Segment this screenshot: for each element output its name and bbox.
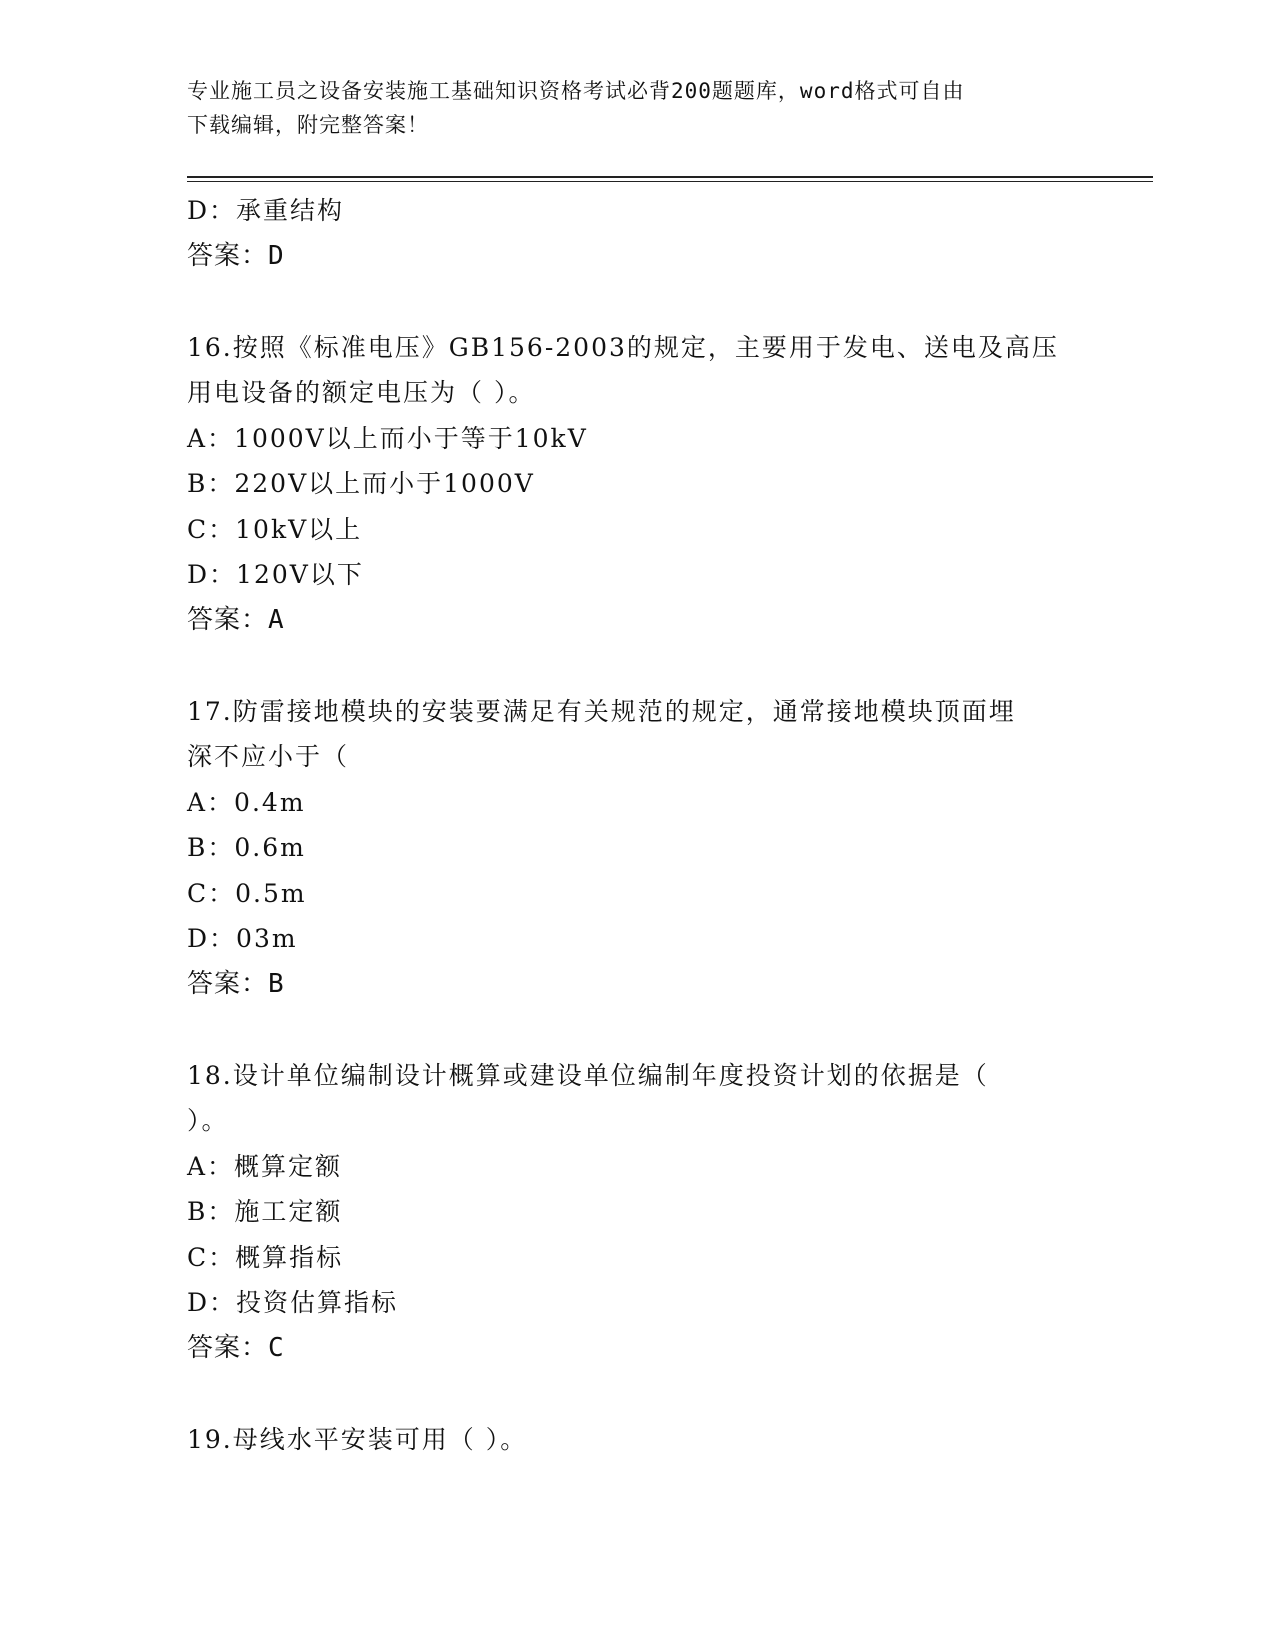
header-title-line-2: 下载编辑，附完整答案！ (187, 113, 429, 137)
question-stem-line: 17.防雷接地模块的安装要满足有关规范的规定，通常接地模块顶面埋 (187, 696, 1016, 726)
question-16 (187, 325, 1087, 644)
spacer (187, 279, 1087, 325)
header-title-line-1: 专业施工员之设备安装施工基础知识资格考试必背200题题库，word格式可自由 (187, 79, 965, 103)
question-19 (187, 1417, 1087, 1463)
header-divider-thin (187, 181, 1153, 182)
option-b: B：施工定额 (187, 1197, 343, 1226)
option-a: A：0.4m (187, 787, 306, 817)
option-a: A：1000V以上而小于等于10kV (187, 423, 588, 453)
option-d: D：120V以下 (187, 560, 364, 589)
document-header (187, 74, 1067, 142)
question-17 (187, 689, 1087, 1008)
option-c: C：概算指标 (187, 1242, 344, 1272)
question-stem-line: 16.按照《标准电压》GB156-2003的规定，主要用于发电、送电及高压 (187, 332, 1059, 362)
question-stem-line: ）。 (187, 1106, 229, 1135)
question-stem-line: 用电设备的额定电压为（ ）。 (187, 378, 536, 407)
header-divider-thick (187, 176, 1153, 178)
question-18 (187, 1053, 1087, 1372)
question-stem-line: 18.设计单位编制设计概算或建设单位编制年度投资计划的依据是（ (187, 1060, 989, 1090)
spacer (187, 1371, 1087, 1417)
spacer (187, 643, 1087, 689)
question-15-tail (187, 188, 1087, 279)
option-c: C：0.5m (187, 878, 307, 908)
question-list (187, 188, 1087, 1462)
spacer (187, 1007, 1087, 1053)
answer-line: 答案：B (187, 968, 285, 999)
option-b: B：0.6m (187, 833, 306, 862)
option-b: B：220V以上而小于1000V (187, 469, 535, 498)
option-a: A：概算定额 (187, 1151, 343, 1181)
option-d: D：03m (187, 924, 298, 953)
question-stem-line: 深不应小于（ (187, 742, 350, 771)
question-stem-line: 19.母线水平安装可用（ ）。 (187, 1424, 528, 1454)
answer-line: 答案：C (187, 1332, 285, 1363)
option-c: C：10kV以上 (187, 514, 363, 544)
answer-line: 答案：D (187, 240, 285, 271)
answer-line: 答案：A (187, 604, 285, 635)
option-d: D：投资估算指标 (187, 1288, 399, 1317)
option-d: D：承重结构 (187, 196, 345, 225)
